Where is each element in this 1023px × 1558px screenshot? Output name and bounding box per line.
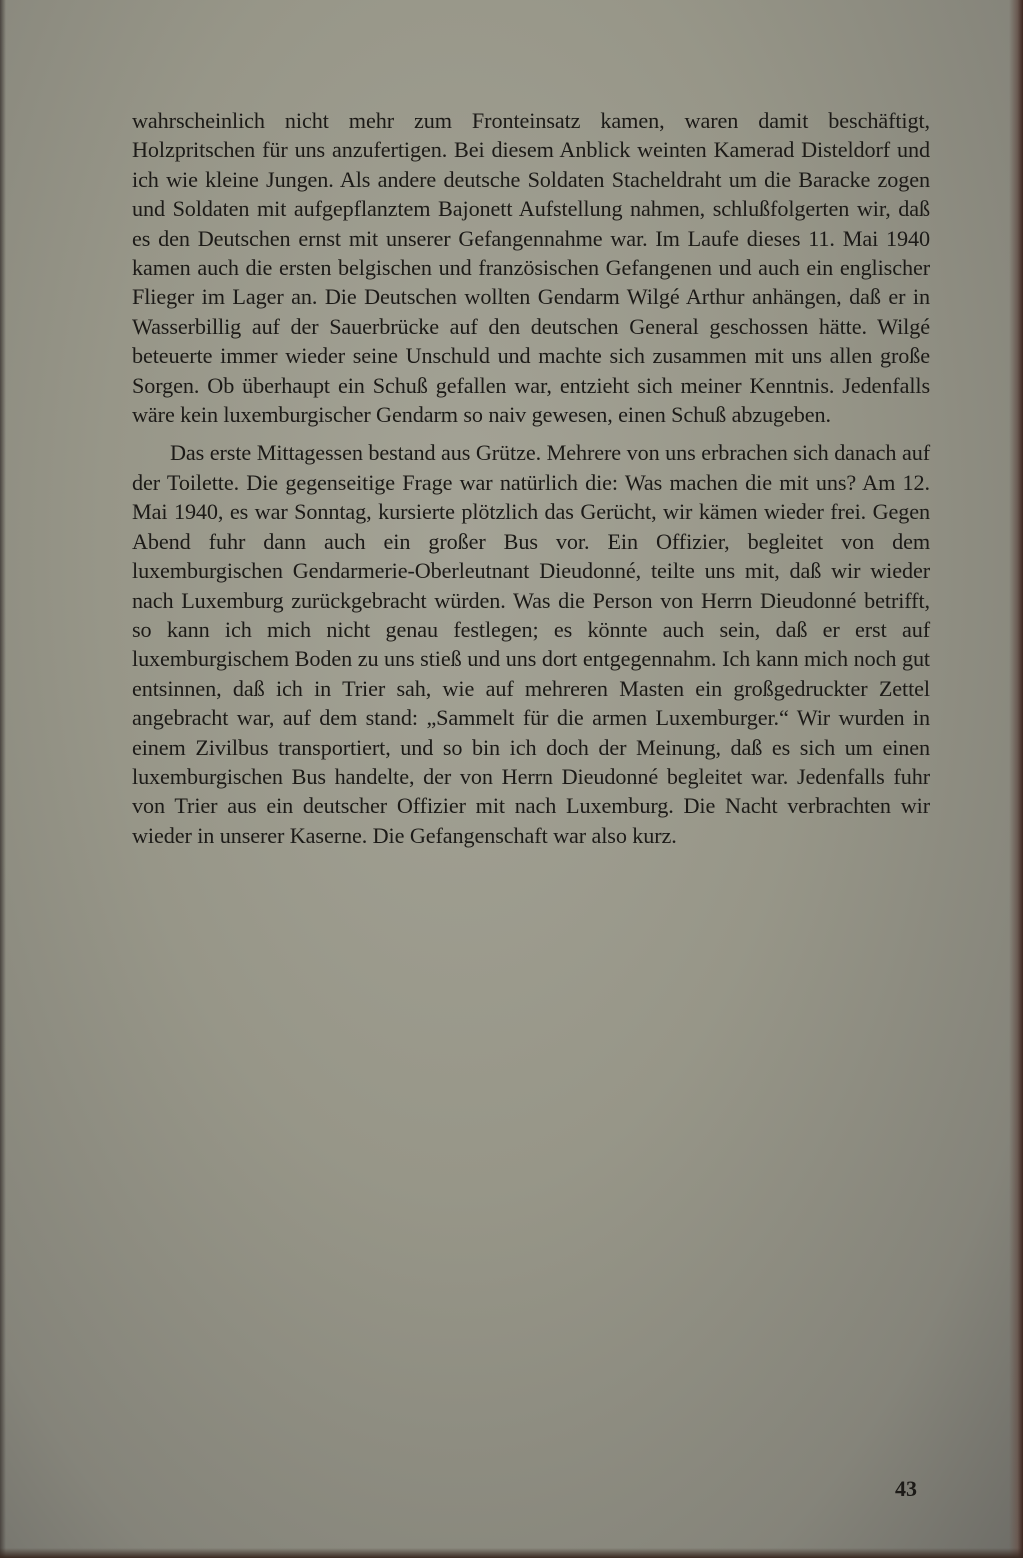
page-number: 43 xyxy=(895,1476,917,1501)
paragraph-1: wahrscheinlich nicht mehr zum Fronteinsatz kamen, waren damit beschäftigt, Holzpritschen für uns anzufertigen. Bei diesem Anblick weinten Kamerad Disteldorf und ich wie kleine Jungen. Als andere deutsche Soldaten Stacheldraht um die Baracke zogen und Soldaten mit aufgepflanztem Bajonett Aufstellung nahmen, schlußfolgerten wir, daß es den Deutschen ernst mit unserer Gefangennahme war. Im Laufe dieses 11. Mai 1940 kamen auch die ersten belgischen und französischen Gefangenen und auch ein englischer Flieger im Lager an. Die Deutschen wollten Gendarm Wilgé Arthur anhängen, daß er in Wasserbillig auf der Sauerbrücke auf den deutschen General geschossen hätte. Wilgé beteuerte immer wieder seine Unschuld und machte sich zusammen mit uns allen große Sorgen. Ob überhaupt ein Schuß gefallen war, entzieht sich meiner Kenntnis. Jedenfalls wäre kein luxemburgischer Gendarm so naiv gewesen, einen Schuß abzugeben. xyxy=(132,108,930,428)
body-text xyxy=(132,106,930,850)
page-edge-right xyxy=(1009,0,1023,1558)
page-edge-left xyxy=(0,0,6,1558)
paragraph-2: Das erste Mittagessen bestand aus Grütze. Mehrere von uns erbrachen sich danach auf der Toilette. Die gegenseitige Frage war natürlich die: Was machen die mit uns? Am 12. Mai 1940, es war Sonntag, kursierte plötzlich das Gerücht, wir kämen wieder frei. Gegen Abend fuhr dann auch ein großer Bus vor. Ein Offizier, begleitet von dem luxemburgischen Gendarmerie-Oberleutnant Dieudonné, teilte uns mit, daß wir wieder nach Luxemburg zurückgebracht würden. Was die Person von Herrn Dieudonné betrifft, so kann ich mich nicht genau festlegen; es könnte auch sein, daß er erst auf luxemburgischem Boden zu uns stieß und uns dort entgegennahm. Ich kann mich noch gut entsinnen, daß ich in Trier sah, wie auf mehreren Masten ein großgedruckter Zettel angebracht war, auf dem stand: „Sammelt für die armen Luxemburger.“ Wir wurden in einem Zivilbus transportiert, und so bin ich doch der Meinung, daß es sich um einen luxemburgischen Bus handelte, der von Herrn Dieudonné begleitet war. Jedenfalls fuhr von Trier aus ein deutscher Offizier mit nach Luxemburg. Die Nacht verbrachten wir wieder in unserer Kaserne. Die Gefangenschaft war also kurz. xyxy=(132,440,930,848)
page-edge-bottom xyxy=(0,1548,1023,1558)
